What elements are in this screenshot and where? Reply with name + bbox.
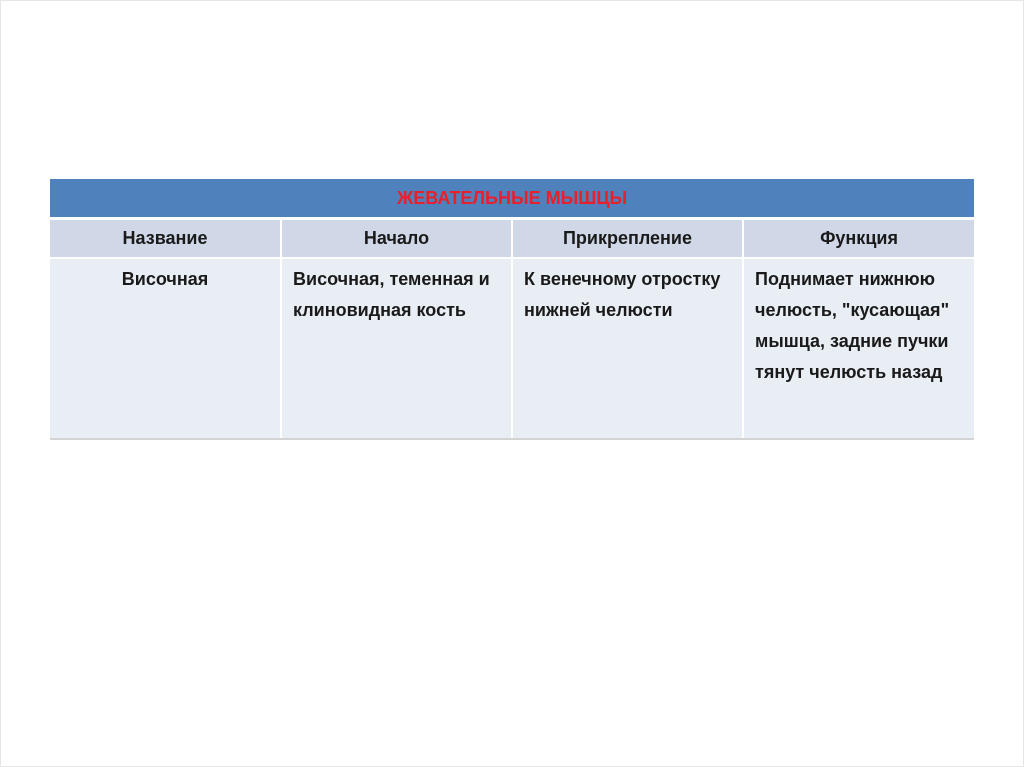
table-title: ЖЕВАТЕЛЬНЫЕ МЫШЦЫ — [50, 179, 974, 219]
column-header-origin: Начало — [281, 219, 512, 259]
table-title-row — [50, 179, 974, 219]
column-header-insertion: Прикрепление — [512, 219, 743, 259]
cell-function: Поднимает нижнюю челюсть, "кусающая" мышца, задние пучки тянут челюсть назад — [743, 258, 974, 439]
cell-name: Височная — [50, 258, 281, 439]
cell-insertion: К венечному отростку нижней челюсти — [512, 258, 743, 439]
column-header-name: Название — [50, 219, 281, 259]
masticatory-muscles-table — [50, 179, 974, 440]
table-header-row — [50, 219, 974, 259]
cell-origin: Височная, теменная и клиновидная кость — [281, 258, 512, 439]
column-header-function: Функция — [743, 219, 974, 259]
table-row — [50, 258, 974, 439]
